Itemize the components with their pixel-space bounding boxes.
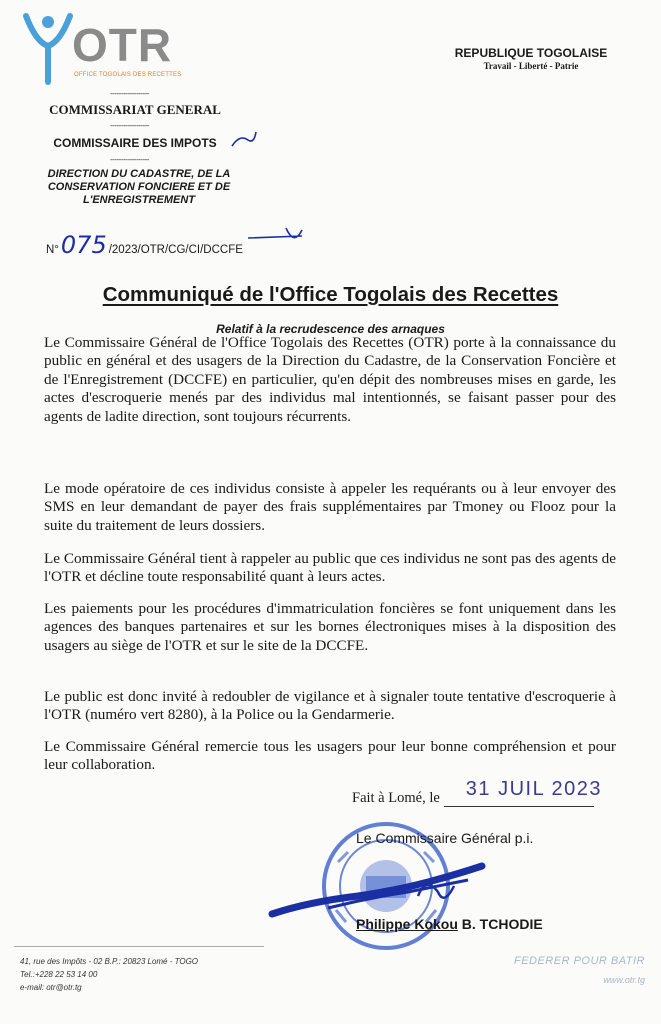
republic-name: REPUBLIQUE TOGOLAISE <box>454 46 608 60</box>
signatory-role: Le Commissaire Général p.i. <box>356 830 534 846</box>
ref-prefix: N° <box>46 244 59 256</box>
initials-scribble-icon <box>230 130 258 152</box>
paragraph-3: Le Commissaire Général tient à rappeler au public que ces individus ne sont pas des agents de l'OTR et décline toute responsabilité quant à leurs actes. <box>44 550 616 586</box>
paragraph-6: Le Commissaire Général remercie tous les usagers pour leur bonne compréhension et pour leur collaboration. <box>44 738 616 774</box>
reference-number <box>46 231 243 259</box>
signatory-name: Philippe Kokou B. TCHODIE <box>356 916 543 932</box>
paragraph-2: Le mode opératoire de ces individus consiste à appeler les requérants ou à leur envoyer des SMS en leur demandant de payer des frais supplémentaires par Tmoney ou Flooz pour la suite du traitement de leurs dossiers. <box>44 480 616 534</box>
footer-brand <box>514 955 645 985</box>
logo-wordmark: OTR <box>72 19 173 71</box>
ref-suffix: /2023/OTR/CG/CI/DCCFE <box>108 244 243 256</box>
footer-website: www.otr.tg <box>603 975 645 985</box>
date-stamp: 31 JUIL 2023 <box>465 778 603 800</box>
page-subtitle: Relatif à la recrudescence des arnaques <box>216 322 445 336</box>
footer-address: 41, rue des Impôts - 02 B.P.: 20823 Lomé - TOGO <box>20 957 199 966</box>
commissariat-label: COMMISSARIAT GENERAL <box>49 102 221 117</box>
republic-motto: Travail - Liberté - Patrie <box>483 61 579 71</box>
otr-logo-figure-icon <box>22 12 74 86</box>
date-place: Fait à Lomé, le <box>352 790 440 806</box>
ref-scribble-icon <box>246 224 306 250</box>
footer-email: e-mail: otr@otr.tg <box>20 983 82 992</box>
date-line <box>352 778 603 807</box>
handwritten-signature-icon <box>268 862 518 922</box>
direction-label: DIRECTION DU CADASTRE, DE LA CONSERVATION FONCIERE ET DE L'ENREGISTREMENT <box>47 168 231 206</box>
republic-block <box>431 46 631 71</box>
commissaire-label: COMMISSAIRE DES IMPOTS <box>53 136 217 150</box>
separator-dots: ------------------ <box>110 89 149 98</box>
separator-dots: ------------------ <box>110 155 149 164</box>
paragraph-1: Le Commissaire Général de l'Office Togolais des Recettes (OTR) porte à la connaissance du public en général et des usagers de la Direction du Cadastre, de la Conservation Foncière et de l'Enregistrement (DCCFE) en particulier, qu'en dépit des nombreuses mises en garde, les actes d'escroquerie menés par des individus mal intentionnés, se faisant passer pour des agents de ladite direction, sont toujours récurrents. <box>44 334 616 425</box>
logo-subtitle: OFFICE TOGOLAIS DES RECETTES <box>74 72 182 78</box>
otr-logo <box>22 12 192 90</box>
ref-handwritten-number: 075 <box>60 231 107 259</box>
page-title: Communiqué de l'Office Togolais des Recettes <box>102 283 559 306</box>
footer-contact <box>20 955 198 994</box>
paragraph-4: Les paiements pour les procédures d'immatriculation foncières se font uniquement dans les agences des banques partenaires et sur les bornes électroniques mises à la disposition des usagers au siège de l'OTR et sur le site de la DCCFE. <box>44 600 616 654</box>
footer-tel: Tel.:+228 22 53 14 00 <box>20 970 98 979</box>
separator-dots: ------------------ <box>110 121 149 130</box>
footer-divider <box>14 946 264 947</box>
footer-slogan: FEDERER POUR BATIR <box>513 955 645 967</box>
paragraph-5: Le public est donc invité à redoubler de vigilance et à signaler toute tentative d'escroquerie à l'OTR (numéro vert 8280), à la Police ou la Gendarmerie. <box>44 688 616 724</box>
